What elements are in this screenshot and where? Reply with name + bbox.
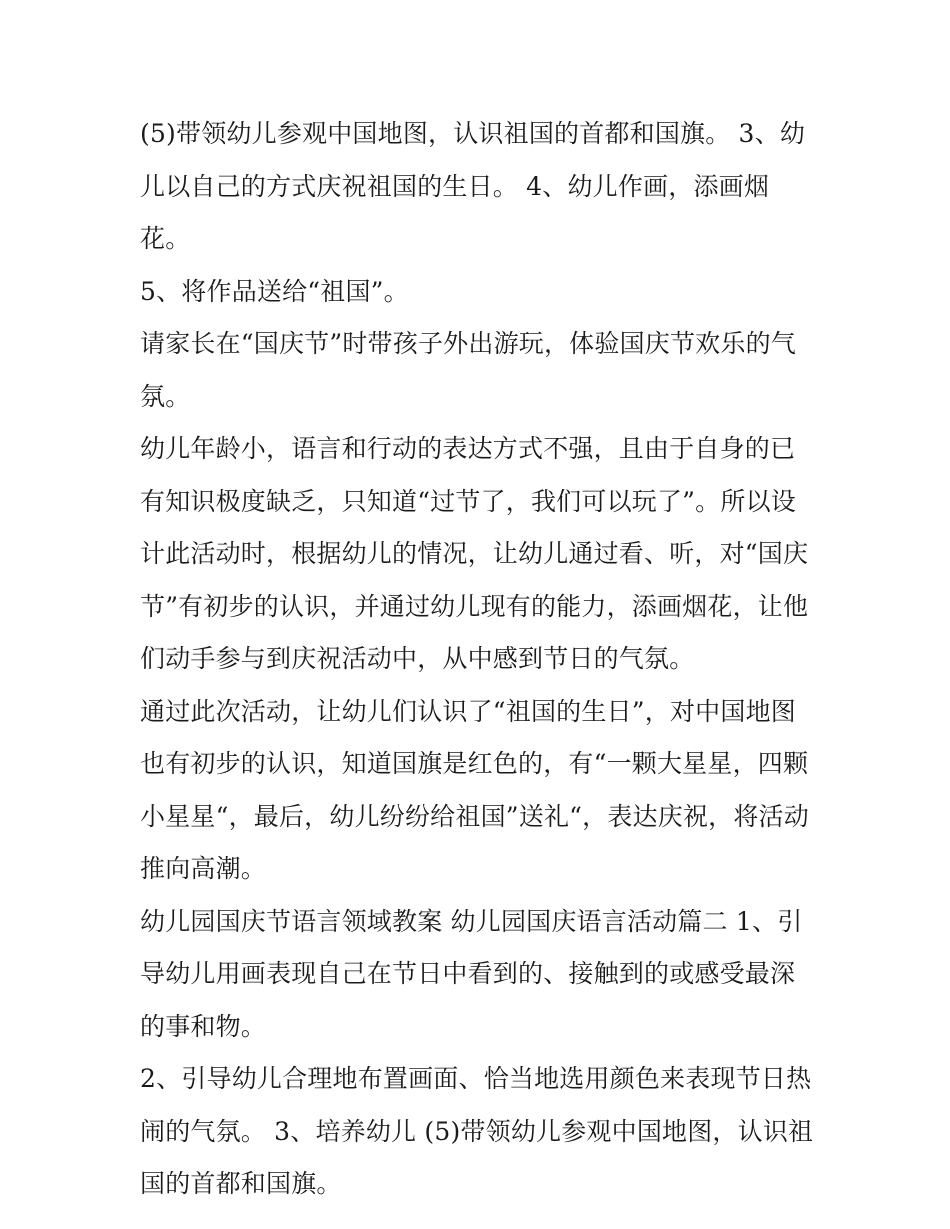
paragraph-2: 5、将作品送给“祖国”。 [140,276,409,306]
document-body [140,108,815,1211]
paragraph-5: 通过此次活动，让幼儿们认识了“祖国的生日”，对中国地图也有初步的认识，知道国旗是红色的，有“一颗大星星，四颗小星星“，最后，幼儿纷纷给祖国”送礼“，表达庆祝，将活动推向高潮。 [140,696,809,883]
paragraph-1: (5)带领幼儿参观中国地图，认识祖国的首都和国旗。 3、幼儿以自己的方式庆祝祖国的生日。 4、幼儿作画，添画烟花。 [140,119,806,253]
paragraph-4: 幼儿年龄小，语言和行动的表达方式不强，且由于自身的已有知识极度缺乏，只知道“过节了，我们可以玩了”。所以设计此活动时，根据幼儿的情况，让幼儿通过看、听，对“国庆节”有初步的认识，并通过幼儿现有的能力，添画烟花，让他们动手参与到庆祝活动中，从中感到节日的气氛。 [140,434,809,673]
paragraph-6: 幼儿园国庆节语言领域教案 幼儿园国庆语言活动篇二 1、引导幼儿用画表现自己在节日中看到的、接触到的或感受最深的事和物。 [140,906,803,1041]
paragraph-7: 2、引导幼儿合理地布置画面、恰当地选用颜色来表现节日热闹的气氛。 3、培养幼儿 (5)带领幼儿参观中国地图，认识祖国的首都和国旗。 [140,1064,814,1198]
paragraph-3: 请家长在“国庆节”时带孩子外出游玩，体验国庆节欢乐的气氛。 [140,329,796,411]
